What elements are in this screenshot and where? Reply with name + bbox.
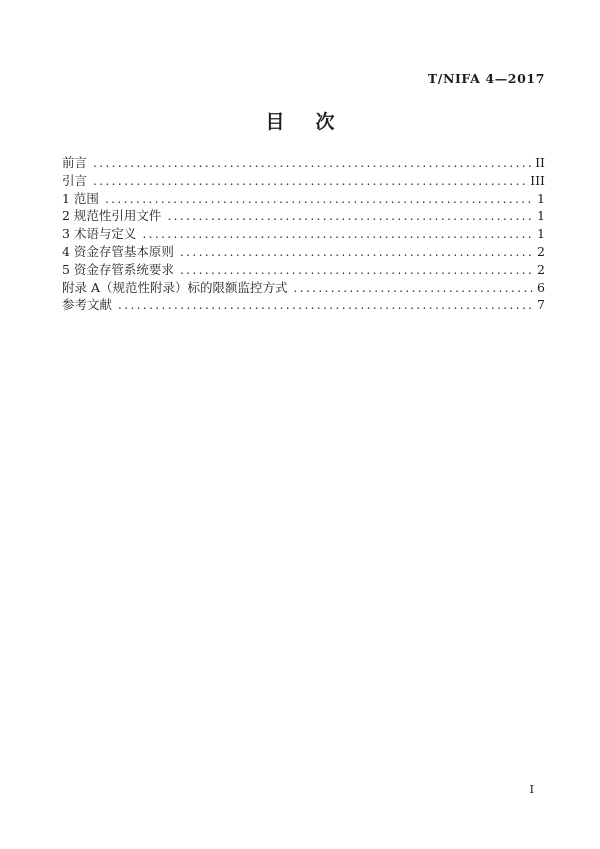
toc-entry-label: 4 资金存管基本原则 (62, 243, 174, 259)
toc-entry-label: 参考文献 (62, 297, 113, 313)
page-number: I (529, 782, 534, 796)
toc-entry-page: 6 (537, 279, 545, 295)
dotted-leader (105, 191, 534, 209)
toc-row (62, 279, 545, 297)
toc-entry-label: 1 范围 (62, 190, 99, 206)
toc-entry-page: II (535, 155, 545, 170)
toc-entry-page: 7 (537, 297, 545, 313)
toc-entry-label: 引言 (62, 172, 88, 188)
dotted-leader (118, 297, 534, 315)
toc-row (62, 261, 545, 279)
dotted-leader (180, 244, 534, 262)
toc-entry-page: 1 (537, 190, 545, 206)
toc-entry-page: 1 (537, 208, 545, 224)
toc-row (62, 243, 545, 261)
toc-row (62, 190, 545, 208)
toc-row (62, 207, 545, 225)
page-footer (529, 782, 534, 796)
doc-number: T/NIFA 4—2017 (427, 71, 545, 86)
dotted-leader (93, 155, 532, 173)
toc-row (62, 154, 545, 172)
toc-row (62, 296, 545, 314)
dotted-leader (180, 262, 534, 280)
title-char: 次 (315, 111, 335, 133)
toc-entry-page: III (530, 172, 545, 188)
page-header (0, 68, 545, 87)
title-char: 目 (265, 111, 285, 133)
page-title (0, 110, 600, 134)
toc-row (62, 172, 545, 190)
toc-entry-page: 2 (537, 261, 545, 277)
toc-entry-label: 前言 (62, 155, 88, 170)
toc-entry-label: 2 规范性引用文件 (62, 208, 162, 224)
toc-entry-page: 1 (537, 226, 545, 242)
toc-entry-label: 5 资金存管系统要求 (62, 261, 174, 277)
dotted-leader (93, 173, 527, 191)
dotted-leader (142, 226, 534, 244)
toc-entry-page: 2 (537, 243, 545, 259)
toc-entry-label: 3 术语与定义 (62, 226, 137, 242)
toc-entry-label: 附录 A（规范性附录）标的限额监控方式 (62, 279, 288, 295)
toc (62, 154, 545, 314)
toc-row (62, 225, 545, 243)
dotted-leader (294, 280, 535, 298)
dotted-leader (167, 208, 534, 226)
